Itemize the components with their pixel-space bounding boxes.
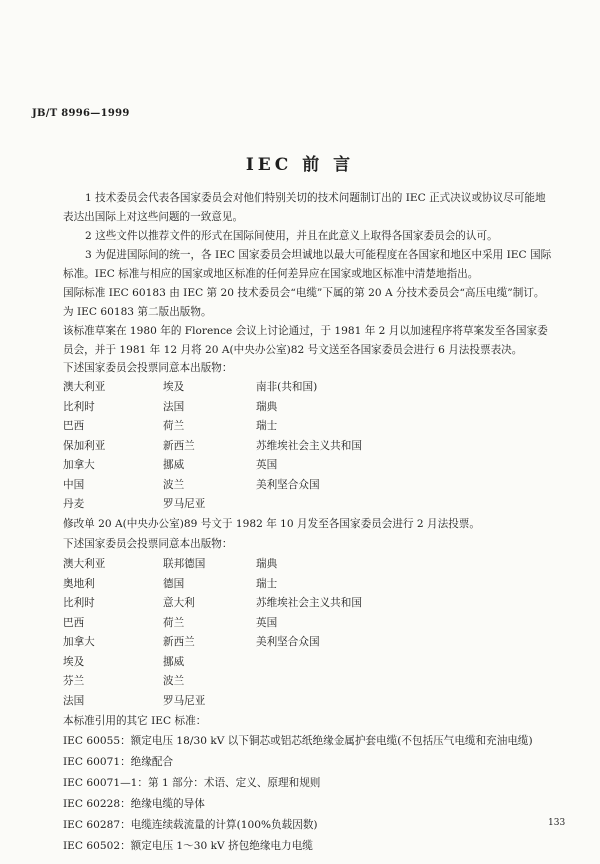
country-cell: 罗马尼亚 [163, 694, 206, 707]
country-cell: 新西兰 [163, 439, 195, 452]
country-cell: 澳大利亚 [63, 381, 106, 393]
country-cell: 苏维埃社会主义共和国 [256, 597, 362, 609]
country-cell: 法国 [63, 694, 85, 707]
paragraph-6: 该标准草案在 1980 年的 Florence 会议上讨论通过，于 1981 年 2 月以加速程序将草案发至各国家委员会，并于 1981 年 12 月将 20 A(中央办公室)82 号文送至各国家委员会进行 6 月法投票表决。 [63, 325, 548, 356]
country-cell: 新西兰 [163, 636, 195, 648]
country-cell: 波兰 [163, 675, 185, 687]
reference-item: IEC 60055：额定电压 18/30 kV 以下铜芯或铝芯纸绝缘金属护套电缆(不包括压气电缆和充油电缆) [63, 735, 533, 747]
paragraph-7: 下述国家委员会投票同意本出版物： [63, 362, 233, 374]
country-cell: 瑞典 [256, 558, 278, 570]
reference-item: IEC 60502：额定电压 1～30 kV 挤包绝缘电力电缆 [63, 840, 313, 852]
reference-list [63, 733, 533, 859]
country-cell: 罗马尼亚 [163, 498, 206, 510]
country-cell: 加拿大 [63, 459, 95, 471]
country-cell: 南非(共和国) [256, 381, 318, 393]
standard-code: JB/T 8996—1999 [32, 108, 130, 119]
country-cell: 奥地利 [63, 577, 95, 590]
reference-item: IEC 60071—1：第 1 部分：术语、定义、原理和规则 [63, 777, 321, 789]
reference-item: IEC 60071：绝缘配合 [63, 756, 174, 768]
country-cell: 挪威 [163, 655, 185, 668]
country-cell: 埃及 [163, 381, 185, 393]
country-cell: 埃及 [63, 655, 85, 668]
reference-item: IEC 60287：电缆连续载流量的计算(100%负载因数) [63, 819, 318, 831]
country-cell: 瑞士 [256, 577, 278, 590]
country-cell: 芬兰 [63, 675, 85, 687]
country-cell: 比利时 [63, 597, 95, 609]
country-cell: 挪威 [163, 459, 185, 471]
country-cell: 美利坚合众国 [256, 636, 320, 648]
country-cell: 中国 [63, 478, 85, 491]
country-cell: 意大利 [163, 597, 195, 609]
paragraph-10: 本标准引用的其它 IEC 标准： [63, 715, 207, 727]
reference-item: IEC 60228：绝缘电缆的导体 [63, 798, 205, 810]
country-cell: 英国 [256, 459, 278, 471]
page-number: 133 [548, 818, 566, 828]
paragraph-2: 2 这些文件以推荐文件的形式在国际间使用，并且在此意义上取得各国家委员会的认可。 [85, 230, 498, 242]
country-cell: 联邦德国 [163, 558, 206, 570]
paragraph-5: 为 IEC 60183 第二版出版物。 [63, 306, 212, 318]
country-cell: 巴西 [63, 420, 85, 432]
country-cell: 法国 [163, 400, 185, 413]
country-cell: 保加利亚 [63, 439, 106, 452]
country-cell: 波兰 [163, 478, 185, 491]
country-cell: 德国 [163, 577, 185, 590]
page-title: IEC 前 言 [245, 155, 355, 175]
country-cell: 苏维埃社会主义共和国 [256, 439, 362, 452]
country-cell: 荷兰 [163, 616, 185, 629]
country-cell: 比利时 [63, 400, 95, 413]
paragraph-4: 国际标准 IEC 60183 由 IEC 第 20 技术委员会“电缆”下属的第 20 A 分技术委员会“高压电缆”制订。 [63, 287, 545, 299]
country-cell: 英国 [256, 616, 278, 629]
country-cell: 丹麦 [63, 498, 85, 510]
country-cell: 巴西 [63, 616, 85, 629]
country-cell: 美利坚合众国 [256, 478, 320, 491]
country-cell: 加拿大 [63, 636, 95, 648]
country-cell: 澳大利亚 [63, 558, 106, 570]
paragraph-1: 1 技术委员会代表各国家委员会对他们特别关切的技术问题制订出的 IEC 正式决议或协议尽可能地表达出国际上对这些问题的一致意见。 [63, 192, 546, 223]
paragraph-8: 修改单 20 A(中央办公室)89 号文于 1982 年 10 月发至各国家委员会进行 2 月法投票。 [63, 518, 480, 530]
country-cell: 瑞典 [256, 400, 278, 413]
paragraph-3: 3 为促进国际间的统一，各 IEC 国家委员会坦诚地以最大可能程度在各国家和地区中采用 IEC 国际标准。IEC 标准与相应的国家或地区标准的任何差异应在国家或地区标准中清楚地指出。 [63, 249, 552, 280]
country-cell: 荷兰 [163, 420, 185, 432]
country-cell: 瑞士 [256, 420, 278, 432]
paragraph-9: 下述国家委员会投票同意本出版物： [63, 538, 233, 550]
